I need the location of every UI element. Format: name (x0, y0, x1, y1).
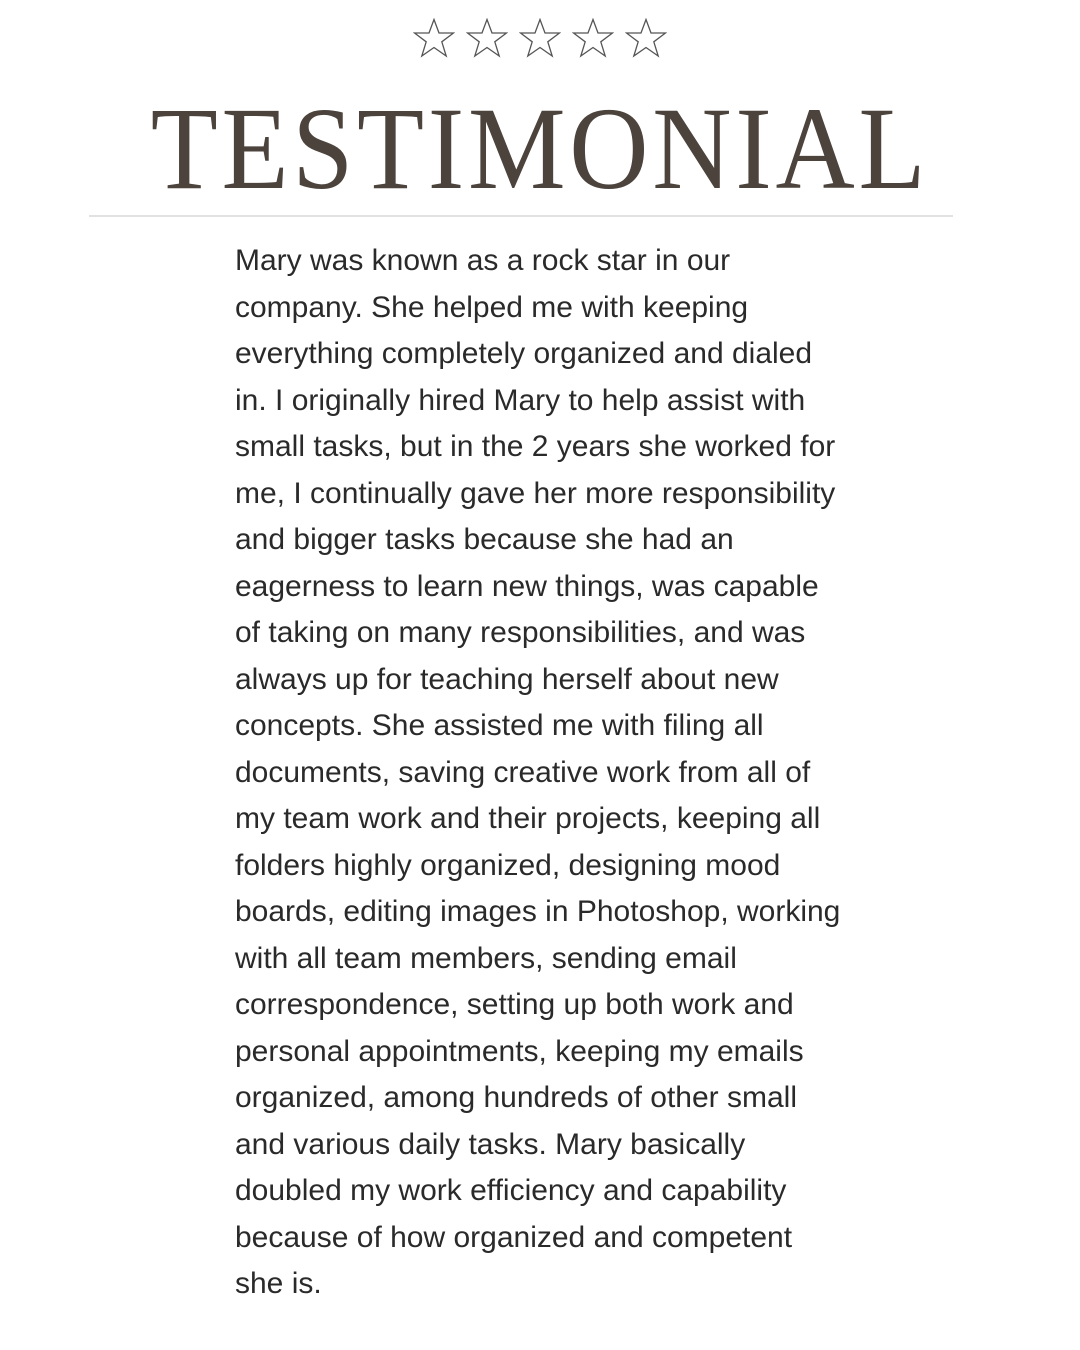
testimonial-line: me, I continually gave her more responsibility (235, 476, 836, 510)
testimonial-line: documents, saving creative work from all of (235, 755, 811, 789)
star-outline-icon (413, 18, 455, 58)
testimonial-line: correspondence, setting up both work and (235, 988, 794, 1021)
testimonial-line: in. I originally hired Mary to help assist with (235, 383, 806, 417)
testimonial-line: boards, editing images in Photoshop, working (235, 895, 841, 928)
star-outline-icon (625, 18, 667, 58)
testimonial-line: Mary was known as a rock star in our (235, 244, 731, 277)
title-divider (89, 215, 953, 217)
testimonial-line: because of how organized and competent (235, 1220, 793, 1254)
star-outline-icon (466, 18, 508, 58)
star-outline-icon (572, 18, 614, 58)
testimonial-line: concepts. She assisted me with filing all (235, 709, 764, 742)
testimonial-line: company. She helped me with keeping (235, 290, 749, 324)
testimonial-line: always up for teaching herself about new (235, 662, 779, 696)
star-outline-icon (519, 18, 561, 58)
page-title: TESTIMONIAL (150, 83, 930, 214)
testimonial-line: doubled my work efficiency and capability (235, 1174, 787, 1207)
testimonial-line: folders highly organized, designing mood (235, 848, 781, 882)
testimonial-text (235, 238, 860, 1308)
testimonial-line: eagerness to learn new things, was capable (235, 569, 819, 603)
testimonial-line: organized, among hundreds of other small (235, 1081, 798, 1114)
testimonial-line: small tasks, but in the 2 years she worked for (235, 430, 836, 463)
testimonial-line: and bigger tasks because she had an (235, 523, 734, 556)
testimonial-line: of taking on many responsibilities, and was (235, 616, 806, 649)
testimonial-line: my team work and their projects, keeping all (235, 802, 821, 835)
testimonial-line: with all team members, sending email (235, 941, 737, 975)
star-rating (0, 18, 1080, 58)
testimonial-line: and various daily tasks. Mary basically (235, 1127, 746, 1161)
testimonial-line: she is. (235, 1267, 322, 1300)
testimonial-line: everything completely organized and dialed (235, 337, 813, 370)
testimonial-line: personal appointments, keeping my emails (235, 1034, 804, 1068)
